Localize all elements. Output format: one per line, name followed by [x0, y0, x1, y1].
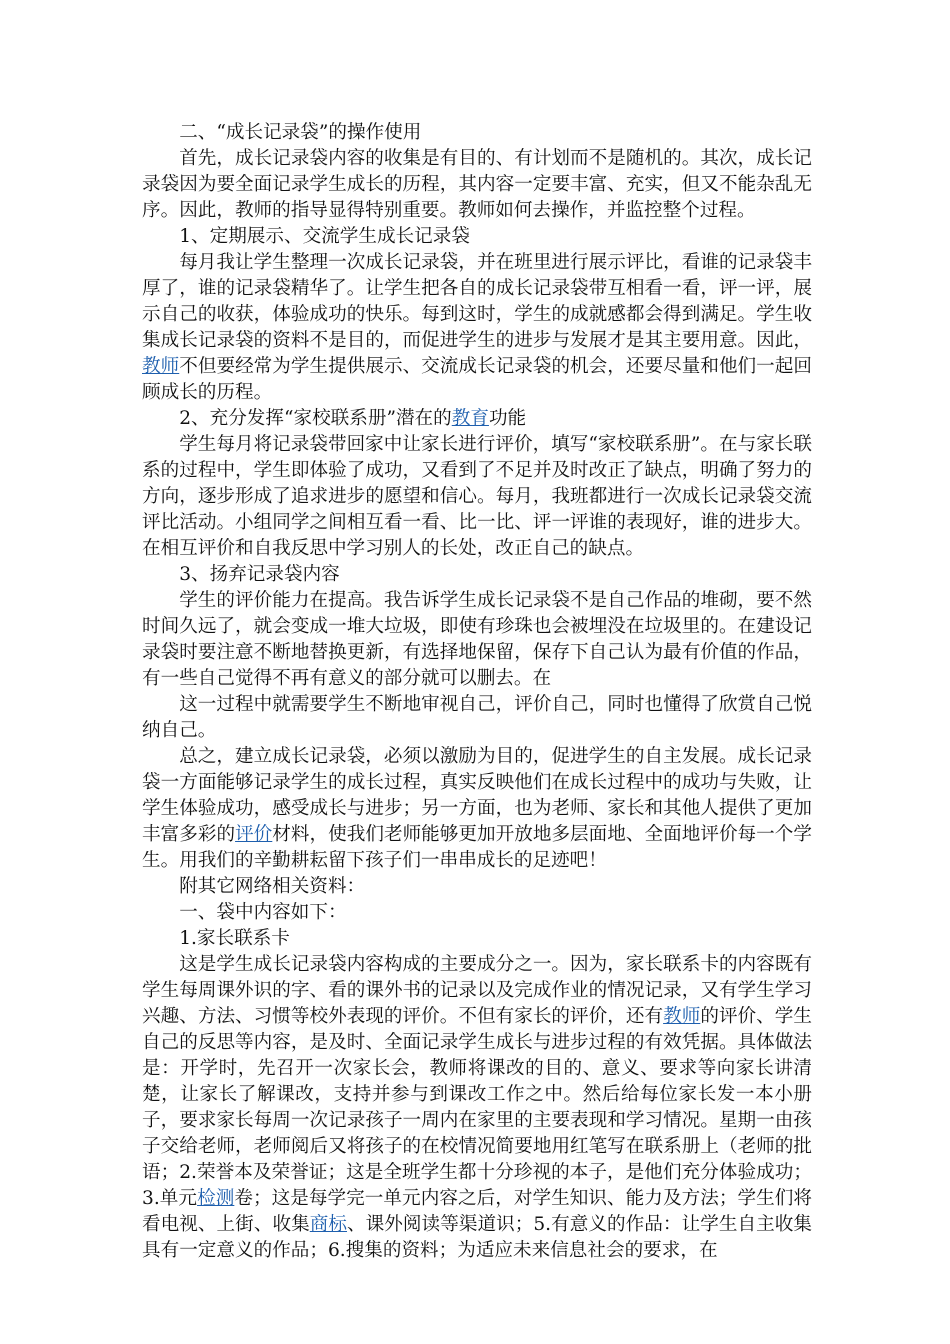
teacher-link[interactable]: 教师: [142, 356, 180, 377]
bag-contents-heading: 一、袋中内容如下：: [179, 902, 347, 923]
summary-paragraph: [142, 744, 812, 874]
appendix-heading: 附其它网络相关资料：: [179, 876, 366, 897]
text-run: 、课外阅读等渠道识；5.有意义的作品：让学生自主收集具有一定意义的作品；6.搜集的资料；为适应未来信息社会的要求，在: [142, 1214, 812, 1261]
section-heading: 二、“成长记录袋”的操作使用: [179, 122, 422, 143]
item3-paragraph: 学生的评价能力在提高。我告诉学生成长记录袋不是自己作品的堆砌，要不然时间久远了，就会变成一堆大垃圾，即使有珍珠也会被埋没在垃圾里的。在建设记录袋时要注意不断地替换更新，有选择地保留，保存下自己认为最有价值的作品，有一些自己觉得不再有意义的部分就可以删去。在: [142, 590, 812, 689]
text-run: 卷；这是每学完一单元内容之后，对学生知识、能力及方法；学生们将看电视、上街、收集: [142, 1188, 812, 1235]
item2-heading: [142, 406, 812, 432]
text-run: 总之，建立成长记录袋，必须以激励为目的，促进学生的自主发展。成长记录袋一方面能够记录学生的成长过程，真实反映他们在成长过程中的成功与失败，让学生体验成功，感受成长与进步；另一方面，也为老师、家长和其他人提供了更加丰富多彩的: [142, 746, 812, 845]
text-run: 的评价、学生自己的反思等内容，是及时、全面记录学生成长与进步过程的有效凭据。具体做法是：开学时，先召开一次家长会，教师将课改的目的、意义、要求等向家长讲清楚，让家长了解课改，支持并参与到课改工作之中。然后给每位家长发一本小册子，要求家长每周一次记录孩子一周内在家里的主要表现和学习情况。星期一由孩子交给老师，老师阅后又将孩子的在校情况简要地用红笔写在联系册上（老师的批语；2.荣誉本及荣誉证；这是全班学生都十分珍视的本子，是他们充分体验成功；3.单元: [142, 1006, 812, 1209]
evaluation-link[interactable]: 评价: [235, 824, 273, 845]
item2-paragraph: 学生每月将记录袋带回家中让家长进行评价，填写“家校联系册”。在与家长联系的过程中，学生即体验了成功，又看到了不足并及时改正了缺点，明确了努力的方向，逐步形成了追求进步的愿望和信心。每月，我班都进行一次成长记录袋交流评比活动。小组同学之间相互看一看、比一比、评一评谁的表现好，谁的进步大。在相互评价和自我反思中学习别人的长处，改正自己的缺点。: [142, 434, 812, 559]
item3-paragraph-continued: 这一过程中就需要学生不断地审视自己，评价自己，同时也懂得了欣赏自己悦纳自己。: [142, 694, 812, 741]
text-run: 不但要经常为学生提供展示、交流成长记录袋的机会，还要尽量和他们一起回顾成长的历程。: [142, 356, 812, 403]
text-run: 每月我让学生整理一次成长记录袋，并在班里进行展示评比，看谁的记录袋丰厚了，谁的记录袋精华了。让学生把各自的成长记录袋带互相看一看，评一评，展示自己的收获，体验成功的快乐。每到这时，学生的成就感都会得到满足。学生收集成长记录袋的资料不是目的，而促进学生的进步与发展才是其主要用意。因此，: [142, 252, 812, 351]
text-run: 材料，使我们老师能够更加开放地多层面地、全面地评价每一个学生。用我们的辛勤耕耘留下孩子们一串串成长的足迹吧！: [142, 824, 812, 871]
text-run: 这是学生成长记录袋内容构成的主要成分之一。因为，家长联系卡的内容既有学生每周课外识的字、看的课外书的记录以及完成作业的情况记录，又有学生学习兴趣、方法、习惯等校外表现的评价。不但有家长的评价，还有: [142, 954, 812, 1027]
item1-heading: 1、定期展示、交流学生成长记录袋: [179, 226, 470, 247]
card-heading: 1.家长联系卡: [179, 928, 290, 949]
paragraph-intro: 首先，成长记录袋内容的收集是有目的、有计划而不是随机的。其次，成长记录袋因为要全面记录学生成长的历程，其内容一定要丰富、充实，但又不能杂乱无序。因此，教师的指导显得特别重要。教师如何去操作，并监控整个过程。: [142, 148, 812, 221]
test-link[interactable]: 检测: [197, 1188, 235, 1209]
item3-heading: 3、扬弃记录袋内容: [179, 564, 340, 585]
trademark-link[interactable]: 商标: [309, 1214, 348, 1235]
document-body: [142, 120, 812, 1264]
teacher-link-2[interactable]: 教师: [663, 1006, 701, 1027]
education-link[interactable]: 教育: [451, 408, 489, 429]
item1-paragraph: [142, 250, 812, 406]
text-run: 2、充分发挥“家校联系册”潜在的: [179, 408, 452, 429]
text-run: 功能: [488, 408, 527, 429]
card-paragraph: [142, 952, 812, 1264]
